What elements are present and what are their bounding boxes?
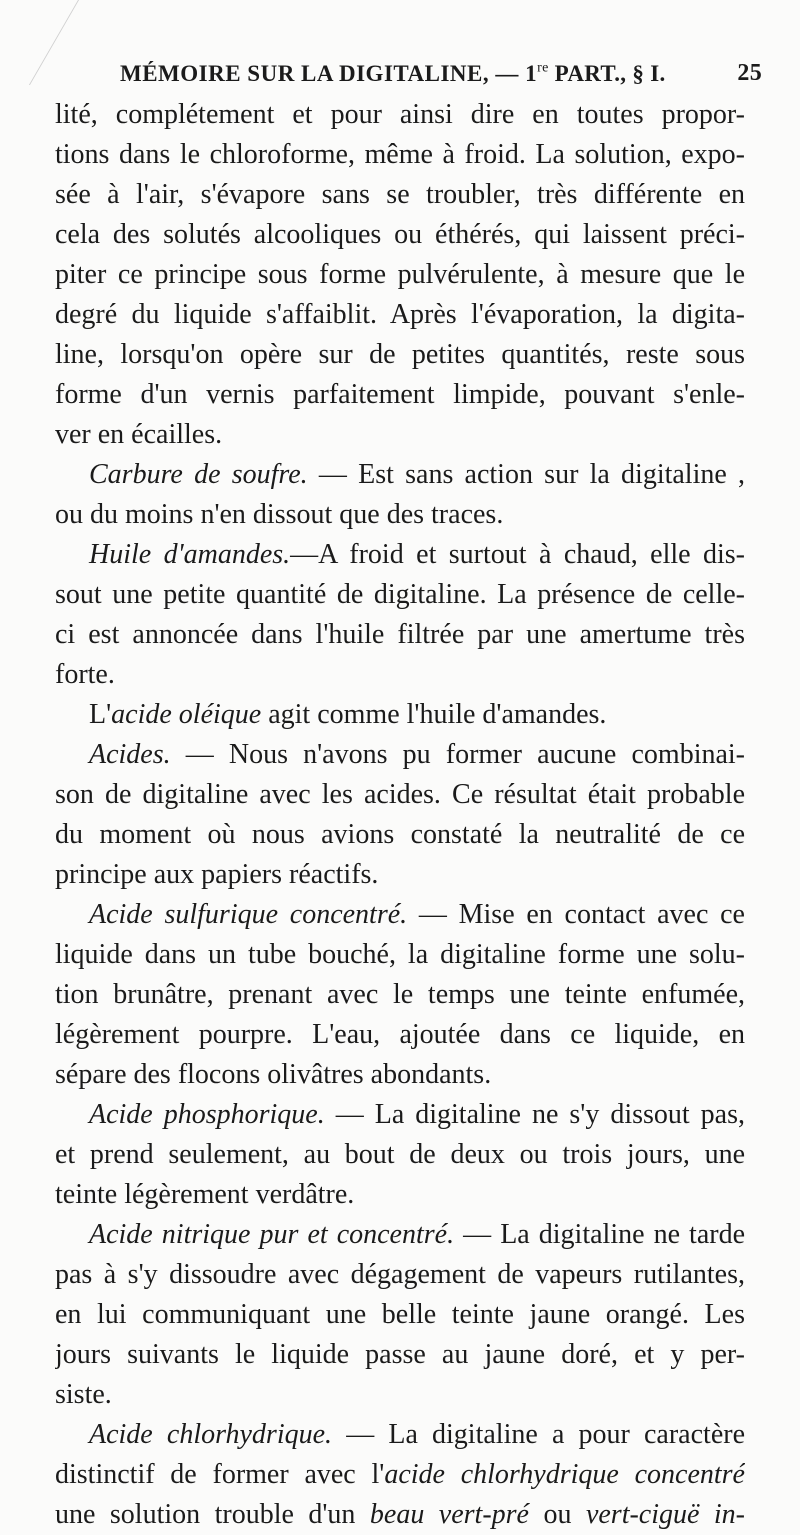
- text-span: jours suivants le liquide passe au jaune doré, et y per-: [55, 1339, 745, 1370]
- page-number: 25: [737, 60, 762, 86]
- text-line: [55, 95, 745, 135]
- text-line: [55, 1095, 745, 1135]
- italic-term: vert-ciguë in-: [585, 1499, 745, 1530]
- text-line: [55, 255, 745, 295]
- text-line: [55, 215, 745, 255]
- text-span: pas à s'y dissoudre avec dégagement de vapeurs rutilantes,: [55, 1259, 745, 1290]
- text-line: [55, 415, 745, 455]
- text-line: [55, 1015, 745, 1055]
- text-span: agit comme l'huile d'amandes.: [261, 699, 607, 730]
- text-line: [55, 1455, 745, 1495]
- text-line: [55, 1215, 745, 1255]
- text-span: degré du liquide s'affaiblit. Après l'évaporation, la digita-: [55, 299, 745, 330]
- text-span: — La digitaline ne s'y dissout pas,: [324, 1099, 745, 1130]
- text-line: [55, 815, 745, 855]
- text-span: — Mise en contact avec ce: [407, 899, 745, 930]
- text-span: L': [89, 699, 112, 730]
- text-span: une solution trouble d'un: [55, 1499, 370, 1530]
- text-span: tions dans le chloroforme, même à froid. La solution, expo-: [55, 139, 745, 170]
- text-line: [55, 1175, 745, 1215]
- text-span: ou: [528, 1499, 586, 1530]
- italic-term: Acide sulfurique concentré.: [89, 899, 408, 930]
- text-span: — Est sans action sur la digitaline ,: [307, 459, 745, 490]
- text-span: line, lorsqu'on opère sur de petites quantités, reste sous: [55, 339, 745, 370]
- text-span: piter ce principe sous forme pulvérulente, à mesure que le: [55, 259, 745, 290]
- text-line: [55, 1375, 745, 1415]
- text-line: [55, 535, 745, 575]
- text-line: [55, 1255, 745, 1295]
- text-line: [55, 575, 745, 615]
- text-line: [55, 655, 745, 695]
- text-line: [55, 135, 745, 175]
- text-line: [55, 1415, 745, 1455]
- text-line: [55, 295, 745, 335]
- text-span: sée à l'air, s'évapore sans se troubler, très différente en: [55, 179, 745, 210]
- text-span: son de digitaline avec les acides. Ce résultat était probable: [55, 779, 745, 810]
- text-line: [55, 1495, 745, 1535]
- text-line: [55, 695, 745, 735]
- text-span: ver en écailles.: [55, 419, 223, 450]
- text-span: forte.: [55, 659, 115, 690]
- text-span: ou du moins n'en dissout que des traces.: [55, 499, 504, 530]
- header-title-sup: re: [537, 60, 549, 76]
- text-span: lité, complétement et pour ainsi dire en toutes propor-: [55, 99, 745, 130]
- text-line: [55, 855, 745, 895]
- text-line: [55, 495, 745, 535]
- text-span: ci est annoncée dans l'huile filtrée par une amertume très: [55, 619, 745, 650]
- italic-term: Acide nitrique pur et concentré.: [89, 1219, 455, 1250]
- italic-term: Carbure de soufre.: [89, 459, 308, 490]
- text-line: [55, 175, 745, 215]
- italic-term: beau vert-pré: [369, 1499, 529, 1530]
- text-span: — La digitaline ne tarde: [454, 1219, 745, 1250]
- text-line: [55, 615, 745, 655]
- text-line: [55, 455, 745, 495]
- text-line: [55, 1135, 745, 1175]
- text-line: [55, 375, 745, 415]
- italic-term: acide oléique: [111, 699, 262, 730]
- header-part: PART., § I.: [548, 61, 666, 86]
- text-span: — Nous n'avons pu former aucune combinai-: [170, 739, 745, 770]
- text-line: [55, 1055, 745, 1095]
- text-line: [55, 335, 745, 375]
- text-line: [55, 775, 745, 815]
- text-line: [55, 975, 745, 1015]
- italic-term: Huile d'amandes.: [89, 539, 291, 570]
- text-span: tion brunâtre, prenant avec le temps une teinte enfumée,: [55, 979, 745, 1010]
- text-span: du moment où nous avions constaté la neutralité de ce: [55, 819, 745, 850]
- italic-term: acide chlorhydrique concentré: [384, 1459, 745, 1490]
- italic-term: Acide chlorhydrique.: [89, 1419, 333, 1450]
- italic-term: Acide phosphorique.: [89, 1099, 325, 1130]
- text-line: [55, 895, 745, 935]
- text-line: [55, 735, 745, 775]
- text-line: [55, 935, 745, 975]
- text-span: sout une petite quantité de digitaline. La présence de celle-: [55, 579, 745, 610]
- text-span: forme d'un vernis parfaitement limpide, pouvant s'enle-: [55, 379, 745, 410]
- header-title: MÉMOIRE SUR LA DIGITALINE, — 1: [120, 61, 538, 86]
- text-span: en lui communiquant une belle teinte jaune orangé. Les: [55, 1299, 745, 1330]
- text-span: distinctif de former avec l': [55, 1459, 385, 1490]
- text-line: [55, 1335, 745, 1375]
- text-span: teinte légèrement verdâtre.: [55, 1179, 355, 1210]
- text-span: siste.: [55, 1379, 112, 1410]
- text-span: et prend seulement, au bout de deux ou trois jours, une: [55, 1139, 745, 1170]
- page-fold-mark: [29, 0, 127, 85]
- italic-term: Acides.: [89, 739, 171, 770]
- text-span: cela des solutés alcooliques ou éthérés, qui laissent préci-: [55, 219, 745, 250]
- text-span: principe aux papiers réactifs.: [55, 859, 379, 890]
- text-span: légèrement pourpre. L'eau, ajoutée dans ce liquide, en: [55, 1019, 745, 1050]
- body-text: [55, 95, 745, 1535]
- text-span: —A froid et surtout à chaud, elle dis-: [290, 539, 745, 570]
- text-span: sépare des flocons olivâtres abondants.: [55, 1059, 492, 1090]
- text-span: — La digitaline a pour caractère: [332, 1419, 745, 1450]
- text-span: liquide dans un tube bouché, la digitaline forme une solu-: [55, 939, 745, 970]
- text-line: [55, 1295, 745, 1335]
- running-header: [120, 60, 780, 88]
